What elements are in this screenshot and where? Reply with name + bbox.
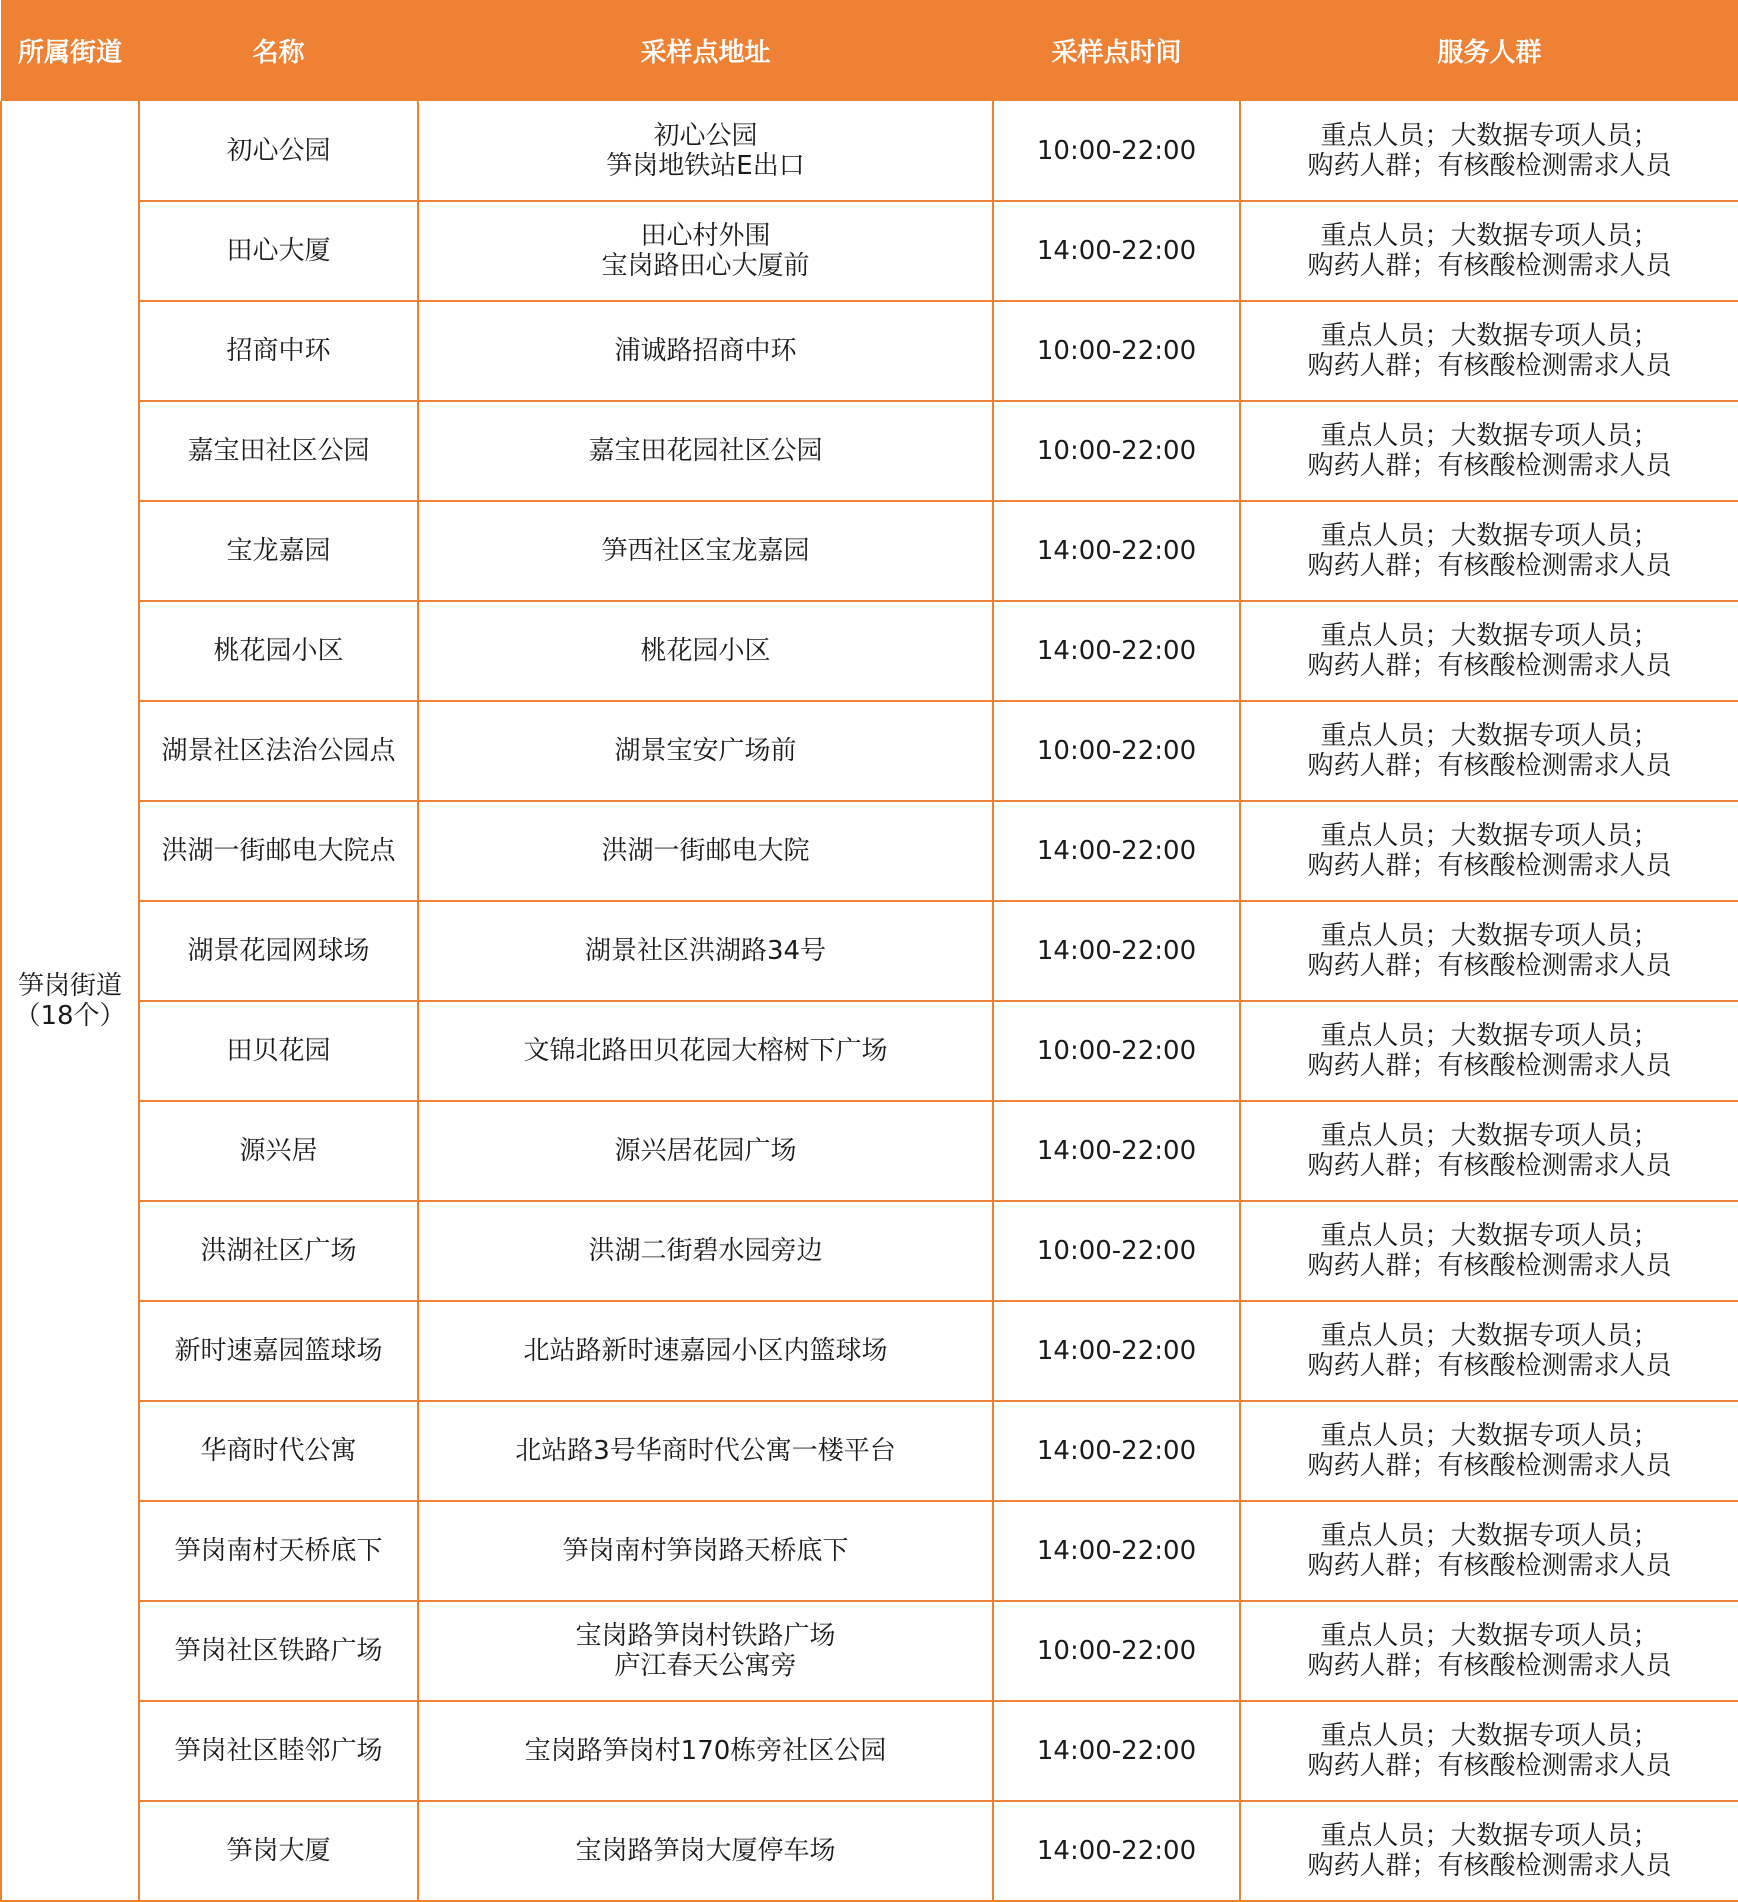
site-service	[1240, 201, 1738, 301]
site-time: 10:00-22:00	[993, 1001, 1240, 1101]
district-name: 笋岗街道	[17, 970, 122, 1001]
site-name: 笋岗社区睦邻广场	[139, 1701, 418, 1801]
site-time: 14:00-22:00	[993, 1501, 1240, 1601]
table-body	[1, 101, 1738, 1901]
site-address	[418, 201, 993, 301]
site-name: 笋岗南村天桥底下	[139, 1501, 418, 1601]
site-address	[418, 301, 993, 401]
site-address	[418, 401, 993, 501]
site-service-line: 重点人员；大数据专项人员；	[1320, 1821, 1659, 1851]
site-address	[418, 1501, 993, 1601]
site-service-line: 购药人群；有核酸检测需求人员	[1307, 751, 1672, 781]
site-service	[1240, 801, 1738, 901]
site-address	[418, 701, 993, 801]
site-time: 10:00-22:00	[993, 1201, 1240, 1301]
site-service-line: 购药人群；有核酸检测需求人员	[1307, 551, 1672, 581]
header-address: 采样点地址	[418, 0, 993, 101]
site-name: 源兴居	[139, 1101, 418, 1201]
site-name: 笋岗大厦	[139, 1801, 418, 1901]
site-service	[1240, 1301, 1738, 1401]
site-address	[418, 1001, 993, 1101]
site-service-line: 购药人群；有核酸检测需求人员	[1307, 150, 1672, 181]
site-service-line: 购药人群；有核酸检测需求人员	[1307, 1051, 1672, 1081]
site-time: 14:00-22:00	[993, 1401, 1240, 1501]
site-name: 招商中环	[139, 301, 418, 401]
site-service-line: 购药人群；有核酸检测需求人员	[1307, 1551, 1672, 1581]
table-row	[1, 1401, 1738, 1501]
site-time: 14:00-22:00	[993, 601, 1240, 701]
site-service	[1240, 501, 1738, 601]
table-header-row	[1, 0, 1738, 101]
site-name: 田心大厦	[139, 201, 418, 301]
site-service-line: 重点人员；大数据专项人员；	[1320, 821, 1659, 851]
site-service-line: 购药人群；有核酸检测需求人员	[1307, 351, 1672, 381]
site-name: 初心公园	[139, 101, 418, 201]
site-name: 宝龙嘉园	[139, 501, 418, 601]
district-cell	[1, 101, 139, 1901]
site-service-line: 购药人群；有核酸检测需求人员	[1307, 951, 1672, 981]
site-address	[418, 1201, 993, 1301]
site-service-line: 重点人员；大数据专项人员；	[1320, 421, 1659, 451]
site-address-line: 浦诚路招商中环	[614, 336, 797, 366]
site-address	[418, 1801, 993, 1901]
site-name: 湖景花园网球场	[139, 901, 418, 1001]
site-service	[1240, 101, 1738, 201]
site-service-line: 重点人员；大数据专项人员；	[1320, 1221, 1659, 1251]
site-service-line: 重点人员；大数据专项人员；	[1320, 120, 1659, 151]
table-row	[1, 601, 1738, 701]
site-service	[1240, 1101, 1738, 1201]
site-address	[418, 801, 993, 901]
site-address-line: 洪湖二街碧水园旁边	[588, 1236, 823, 1266]
site-address-line: 北站路3号华商时代公寓一楼平台	[515, 1436, 896, 1466]
site-address-line: 源兴居花园广场	[614, 1136, 797, 1166]
site-service-line: 购药人群；有核酸检测需求人员	[1307, 1351, 1672, 1381]
site-address	[418, 1601, 993, 1701]
site-address-line: 笋岗地铁站E出口	[606, 150, 805, 181]
site-address-line: 宝岗路笋岗大厦停车场	[575, 1836, 836, 1866]
site-name: 桃花园小区	[139, 601, 418, 701]
site-time: 10:00-22:00	[993, 701, 1240, 801]
site-address-line: 笋岗南村笋岗路天桥底下	[562, 1536, 849, 1566]
site-address	[418, 601, 993, 701]
site-name: 新时速嘉园篮球场	[139, 1301, 418, 1401]
site-address	[418, 1701, 993, 1801]
site-service-line: 重点人员；大数据专项人员；	[1320, 1121, 1659, 1151]
site-address	[418, 901, 993, 1001]
site-service-line: 重点人员；大数据专项人员；	[1320, 1521, 1659, 1551]
site-address	[418, 101, 993, 201]
site-service	[1240, 301, 1738, 401]
header-service: 服务人群	[1240, 0, 1738, 101]
site-service-line: 购药人群；有核酸检测需求人员	[1307, 1751, 1672, 1781]
table-row	[1, 201, 1738, 301]
site-time: 14:00-22:00	[993, 1101, 1240, 1201]
table-row	[1, 901, 1738, 1001]
site-time: 10:00-22:00	[993, 401, 1240, 501]
site-name: 嘉宝田社区公园	[139, 401, 418, 501]
table-row	[1, 1101, 1738, 1201]
site-service-line: 重点人员；大数据专项人员；	[1320, 1421, 1659, 1451]
table-row	[1, 301, 1738, 401]
site-service-line: 购药人群；有核酸检测需求人员	[1307, 1251, 1672, 1281]
site-service-line: 购药人群；有核酸检测需求人员	[1307, 1451, 1672, 1481]
table-row	[1, 1201, 1738, 1301]
site-service-line: 购药人群；有核酸检测需求人员	[1307, 1851, 1672, 1881]
site-time: 14:00-22:00	[993, 901, 1240, 1001]
site-address-line: 宝岗路笋岗村铁路广场	[575, 1621, 836, 1651]
table-row	[1, 501, 1738, 601]
site-time: 10:00-22:00	[993, 1601, 1240, 1701]
table-row	[1, 1001, 1738, 1101]
table-row	[1, 1701, 1738, 1801]
site-address-line: 文锦北路田贝花园大榕树下广场	[523, 1036, 888, 1066]
site-service	[1240, 1001, 1738, 1101]
site-time: 14:00-22:00	[993, 1801, 1240, 1901]
table-row	[1, 1501, 1738, 1601]
site-address	[418, 501, 993, 601]
site-name: 笋岗社区铁路广场	[139, 1601, 418, 1701]
site-service	[1240, 601, 1738, 701]
site-address-line: 北站路新时速嘉园小区内篮球场	[523, 1336, 888, 1366]
site-time: 10:00-22:00	[993, 101, 1240, 201]
site-name: 湖景社区法治公园点	[139, 701, 418, 801]
site-service-line: 重点人员；大数据专项人员；	[1320, 1021, 1659, 1051]
district-count: （18个）	[14, 1000, 126, 1031]
site-service	[1240, 1801, 1738, 1901]
site-service-line: 重点人员；大数据专项人员；	[1320, 1721, 1659, 1751]
site-address-line: 湖景宝安广场前	[614, 736, 797, 766]
site-service-line: 购药人群；有核酸检测需求人员	[1307, 1651, 1672, 1681]
site-address-line: 宝岗路笋岗村170栋旁社区公园	[524, 1736, 887, 1766]
site-service	[1240, 1601, 1738, 1701]
table-row	[1, 1801, 1738, 1901]
table-row	[1, 101, 1738, 201]
site-time: 10:00-22:00	[993, 301, 1240, 401]
site-service-line: 购药人群；有核酸检测需求人员	[1307, 1151, 1672, 1181]
site-time: 14:00-22:00	[993, 1301, 1240, 1401]
site-service-line: 重点人员；大数据专项人员；	[1320, 321, 1659, 351]
site-address-line: 桃花园小区	[640, 636, 771, 666]
site-time: 14:00-22:00	[993, 1701, 1240, 1801]
site-time: 14:00-22:00	[993, 501, 1240, 601]
site-name: 洪湖一街邮电大院点	[139, 801, 418, 901]
table-row	[1, 1301, 1738, 1401]
table-row	[1, 701, 1738, 801]
site-service-line: 重点人员；大数据专项人员；	[1320, 1621, 1659, 1651]
header-name: 名称	[139, 0, 418, 101]
site-service-line: 购药人群；有核酸检测需求人员	[1307, 251, 1672, 281]
site-address-line: 宝岗路田心大厦前	[601, 251, 810, 281]
site-address-line: 湖景社区洪湖路34号	[584, 936, 827, 966]
site-service	[1240, 401, 1738, 501]
site-address-line: 初心公园	[653, 120, 758, 151]
header-district: 所属街道	[1, 0, 139, 101]
site-address-line: 庐江春天公寓旁	[614, 1651, 797, 1681]
header-time: 采样点时间	[993, 0, 1240, 101]
site-service	[1240, 1201, 1738, 1301]
site-address-line: 嘉宝田花园社区公园	[588, 436, 823, 466]
site-service	[1240, 1401, 1738, 1501]
site-service-line: 购药人群；有核酸检测需求人员	[1307, 851, 1672, 881]
site-service	[1240, 901, 1738, 1001]
site-service-line: 重点人员；大数据专项人员；	[1320, 221, 1659, 251]
site-address-line: 田心村外围	[640, 221, 771, 251]
site-service	[1240, 1701, 1738, 1801]
site-time: 14:00-22:00	[993, 201, 1240, 301]
site-service-line: 重点人员；大数据专项人员；	[1320, 521, 1659, 551]
site-name: 华商时代公寓	[139, 1401, 418, 1501]
site-name: 田贝花园	[139, 1001, 418, 1101]
site-service-line: 购药人群；有核酸检测需求人员	[1307, 451, 1672, 481]
site-address-line: 洪湖一街邮电大院	[601, 836, 810, 866]
site-service-line: 重点人员；大数据专项人员；	[1320, 621, 1659, 651]
site-name: 洪湖社区广场	[139, 1201, 418, 1301]
site-address-line: 笋西社区宝龙嘉园	[601, 536, 810, 566]
site-service-line: 重点人员；大数据专项人员；	[1320, 921, 1659, 951]
site-service-line: 购药人群；有核酸检测需求人员	[1307, 651, 1672, 681]
site-service-line: 重点人员；大数据专项人员；	[1320, 721, 1659, 751]
site-address	[418, 1401, 993, 1501]
site-service-line: 重点人员；大数据专项人员；	[1320, 1321, 1659, 1351]
site-service	[1240, 1501, 1738, 1601]
table-row	[1, 801, 1738, 901]
table-row	[1, 1601, 1738, 1701]
site-address	[418, 1101, 993, 1201]
site-address	[418, 1301, 993, 1401]
site-time: 14:00-22:00	[993, 801, 1240, 901]
site-service	[1240, 701, 1738, 801]
table-row	[1, 401, 1738, 501]
